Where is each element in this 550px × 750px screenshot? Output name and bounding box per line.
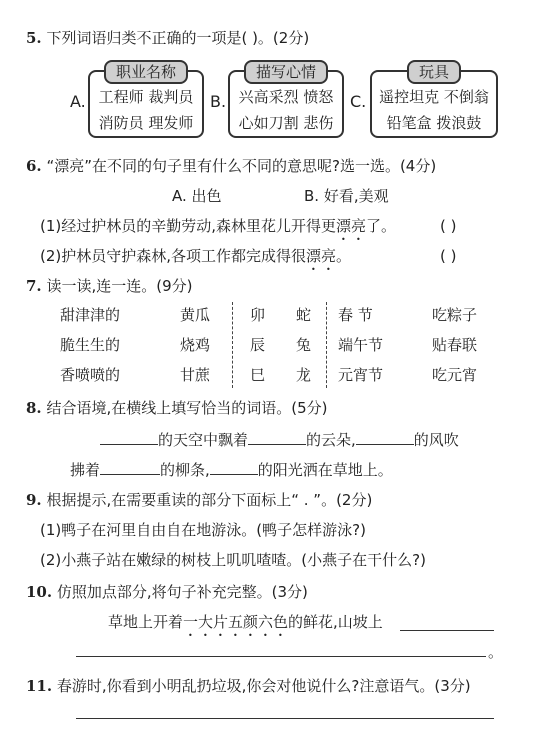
question-5 [26,28,309,48]
option-c-letter: C. [350,92,367,111]
dotted-word: 漂亮 [306,247,337,265]
column-divider [232,302,233,388]
question-number: 11. [26,677,53,695]
match-item[interactable]: 元宵节 [338,366,384,384]
fill-blank[interactable] [248,428,306,445]
sentence-text: 的云朵, [306,431,356,449]
sentence-text: 的阳光洒在草地上。 [257,461,393,479]
q8-line-2 [70,458,393,480]
answer-paren-2[interactable]: ( ) [440,247,457,265]
option-b-box [228,63,344,138]
dotted-phrase: 一大片五颜六色 [183,613,289,631]
q9-sentence-1: (1)鸭子在河里自由自在地游泳。(鸭子怎样游泳?) [40,521,366,539]
answer-line[interactable] [76,718,494,719]
sentence-text: 的柳条, [160,461,210,479]
sentence-text: 的天空中飘着 [158,431,249,449]
match-item[interactable]: 烧鸡 [180,336,211,354]
question-11 [26,676,471,696]
q9-sentence-2: (2)小燕子站在嫩绿的树枝上叽叽喳喳。(小燕子在干什么?) [40,551,426,569]
match-item[interactable]: 黄瓜 [180,306,211,324]
question-7 [26,276,192,296]
match-item[interactable]: 甜津津的 [60,306,121,324]
match-item[interactable]: 端午节 [338,336,384,354]
question-number: 8. [26,399,42,417]
match-item[interactable]: 香喷喷的 [60,366,121,384]
match-item[interactable]: 贴春联 [432,336,478,354]
fill-blank[interactable] [356,428,414,445]
question-text: 结合语境,在横线上填写恰当的词语。(5分) [46,399,328,417]
sentence-text: (1)经过护林员的辛勤劳动,森林里花儿开得更 [40,217,337,235]
sentence-end: 。 [336,247,352,265]
match-col-zodiac [296,300,311,390]
match-item[interactable]: 龙 [296,366,312,384]
question-text: 根据提示,在需要重读的部分下面标上“ . ”。(2分) [46,491,373,509]
answer-paren-1[interactable]: ( ) [440,217,457,235]
sentence-period: 。 [488,643,504,661]
match-col-branches [250,300,265,390]
option-b-title: 描写心情 [244,60,328,84]
question-8 [26,398,327,418]
option-c-title: 玩具 [407,60,461,84]
question-number: 10. [26,583,53,601]
match-col-festivals [338,300,383,390]
option-c-box [370,63,498,138]
fill-blank[interactable] [100,428,158,445]
q6-sentence-1 [40,216,396,244]
match-item[interactable]: 兔 [296,336,312,354]
option-b-row1: 兴高采烈 愤怒 [238,88,334,106]
answer-line[interactable] [76,656,486,657]
match-item[interactable]: 吃粽子 [432,306,478,324]
question-10 [26,582,308,602]
answer-line[interactable] [400,630,494,631]
match-item[interactable]: 巳 [250,366,266,384]
option-c-row2: 铅笔盒 拨浪鼓 [386,114,482,132]
fill-blank[interactable] [100,458,160,475]
option-a-row2: 消防员 理发师 [98,114,194,132]
question-text: 下列词语归类不正确的一项是( )。(2分) [46,29,310,47]
q6-sentence-2 [40,246,351,274]
option-a-box [88,63,204,138]
match-col-adjectives [60,300,120,390]
question-number: 6. [26,157,42,175]
fill-blank[interactable] [210,458,258,475]
q8-line-1 [100,428,459,450]
match-item[interactable]: 辰 [250,336,266,354]
dotted-word: 漂亮 [336,217,367,235]
question-text: 仿照加点部分,将句子补充完整。(3分) [56,583,308,601]
sentence-text: 拂着 [70,461,101,479]
match-item[interactable]: 卯 [250,306,266,324]
match-item[interactable]: 脆生生的 [60,336,121,354]
question-text: “漂亮”在不同的句子里有什么不同的意思呢?选一选。(4分) [46,157,437,175]
question-number: 5. [26,29,42,47]
sentence-text: 的风吹 [413,431,459,449]
match-item[interactable]: 春 节 [338,306,373,324]
match-item[interactable]: 蛇 [296,306,312,324]
sentence-text: 的鲜花,山坡上 [288,613,383,631]
question-9 [26,490,372,510]
match-col-customs [432,300,477,390]
column-divider [326,302,327,388]
option-a-title: 职业名称 [104,60,188,84]
choice-b: B. 好看,美观 [304,187,389,205]
q10-sentence [108,612,383,640]
option-a-row1: 工程师 裁判员 [98,88,194,106]
option-b-row2: 心如刀割 悲伤 [238,114,334,132]
sentence-text: (2)护林员守护森林,各项工作都完成得很 [40,247,307,265]
choice-a: A. 出色 [172,187,222,205]
option-b-letter: B. [210,92,227,111]
sentence-end: 了。 [366,217,397,235]
question-text: 读一读,连一连。(9分) [46,277,193,295]
question-text: 春游时,你看到小明乱扔垃圾,你会对他说什么?注意语气。(3分) [56,677,471,695]
question-number: 7. [26,277,42,295]
option-c-row1: 遥控坦克 不倒翁 [379,88,489,106]
sentence-text: 草地上开着 [108,613,184,631]
match-item[interactable]: 吃元宵 [432,366,478,384]
question-number: 9. [26,491,42,509]
option-a-letter: A. [70,92,86,111]
match-item[interactable]: 甘蔗 [180,366,211,384]
question-6 [26,156,436,176]
match-col-foods [180,300,210,390]
